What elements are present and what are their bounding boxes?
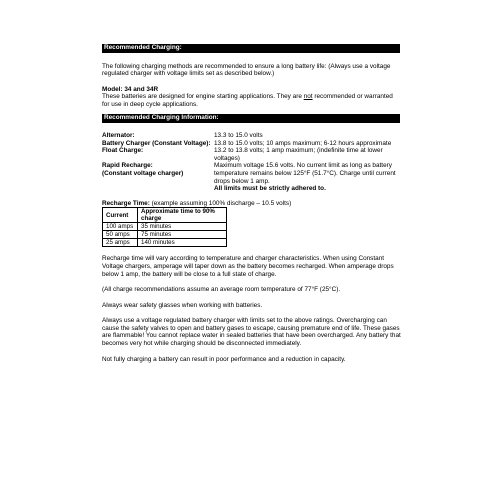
spec-label: Float Charge:: [102, 147, 144, 155]
spec-label: Rapid Recharge:: [102, 162, 153, 170]
document-page: [102, 44, 402, 363]
spec-row: [102, 132, 402, 140]
model-text-part-a: These batteries are designed for engine starting applications. They are: [102, 93, 304, 101]
temperature-paragraph: (All charge recommendations assume an average room temperature of 77°F (25°C).: [102, 286, 341, 294]
spec-label: Battery Charger (Constant Voltage):: [102, 139, 211, 147]
table-cell: 35 minutes: [138, 223, 227, 231]
spec-value: 13.2 to 13.8 volts; 1 amp maximum; (indefinite time at lower voltages): [214, 147, 383, 162]
recharge-time-line: [102, 200, 402, 208]
table-row: [103, 239, 227, 247]
model-heading: Model: 34 and 34R: [102, 85, 159, 93]
model-text-part-b: recommended or warranted for use in deep cycle applications.: [102, 93, 393, 108]
spec-list: [102, 132, 402, 193]
spec-value: [214, 170, 402, 193]
recharge-time-table: [102, 207, 227, 247]
table-cell: 140 minutes: [138, 239, 227, 247]
recharge-time-label: Recharge Time:: [102, 199, 150, 207]
spec-label: Alternator:: [102, 131, 135, 139]
recommended-charging-heading: Recommended Charging:: [102, 44, 400, 53]
table-cell: 100 amps: [103, 223, 138, 231]
table-cell: 75 minutes: [138, 231, 227, 239]
spec-value: Maximum voltage 15.6 volts. No current limit as long as battery: [214, 162, 392, 170]
model-paragraph: [102, 93, 402, 108]
spec-value-text: temperature remains below 125°F (51.7°C). Charge until current drops below 1 amp.: [214, 169, 396, 185]
table-header-cell: Current: [103, 208, 138, 223]
charging-information-heading: Recommended Charging Information:: [102, 114, 400, 123]
spec-value: 13.8 to 15.0 volts; 10 amps maximum; 6-12 hours approximate: [214, 139, 392, 147]
capacity-paragraph: Not fully charging a battery can result in poor performance and a reduction in capacity.: [102, 355, 346, 363]
table-row: [103, 223, 227, 231]
table-row: [103, 231, 227, 239]
recharge-time-note: (example assuming 100% discharge – 10.5 volts): [149, 199, 292, 207]
spec-row: [102, 140, 402, 148]
voltage-regulated-paragraph: Always use a voltage regulated battery charger with limits set to the above ratings. Overcharging can cause the safety valves to open and battery gases to escape, causing premature end of life. These gases are flammable! You cannot replace water in sealed batteries that have been overcharged. Any battery that becomes very hot while charging should be disconnected immediately.: [102, 317, 401, 348]
intro-paragraph: The following charging methods are recommended to ensure a long battery life: (Always use a voltage regulated charger with voltage limits set as described below.): [102, 62, 391, 78]
limits-note: All limits must be strictly adhered to.: [214, 185, 326, 193]
model-text-not: not: [303, 93, 313, 101]
spec-row: [102, 147, 402, 162]
spec-row: [102, 162, 402, 170]
table-cell: 50 amps: [103, 231, 138, 239]
table-header-row: [103, 208, 227, 223]
spec-value: 13.3 to 15.0 volts: [214, 131, 263, 139]
table-header-cell: Approximate time to 90% charge: [138, 208, 227, 223]
spec-row: [102, 170, 402, 193]
recharge-paragraph: Recharge time will vary according to temperature and charger characteristics. When using Constant Voltage chargers, amperage will taper down as the battery becomes recharged. When amperage drops below 1 amp, the battery will be close to a full state of charge.: [102, 255, 394, 278]
table-cell: 25 amps: [103, 239, 138, 247]
spec-label: (Constant voltage charger): [102, 169, 184, 177]
safety-glasses-paragraph: Always wear safety glasses when working with batteries.: [102, 301, 263, 309]
